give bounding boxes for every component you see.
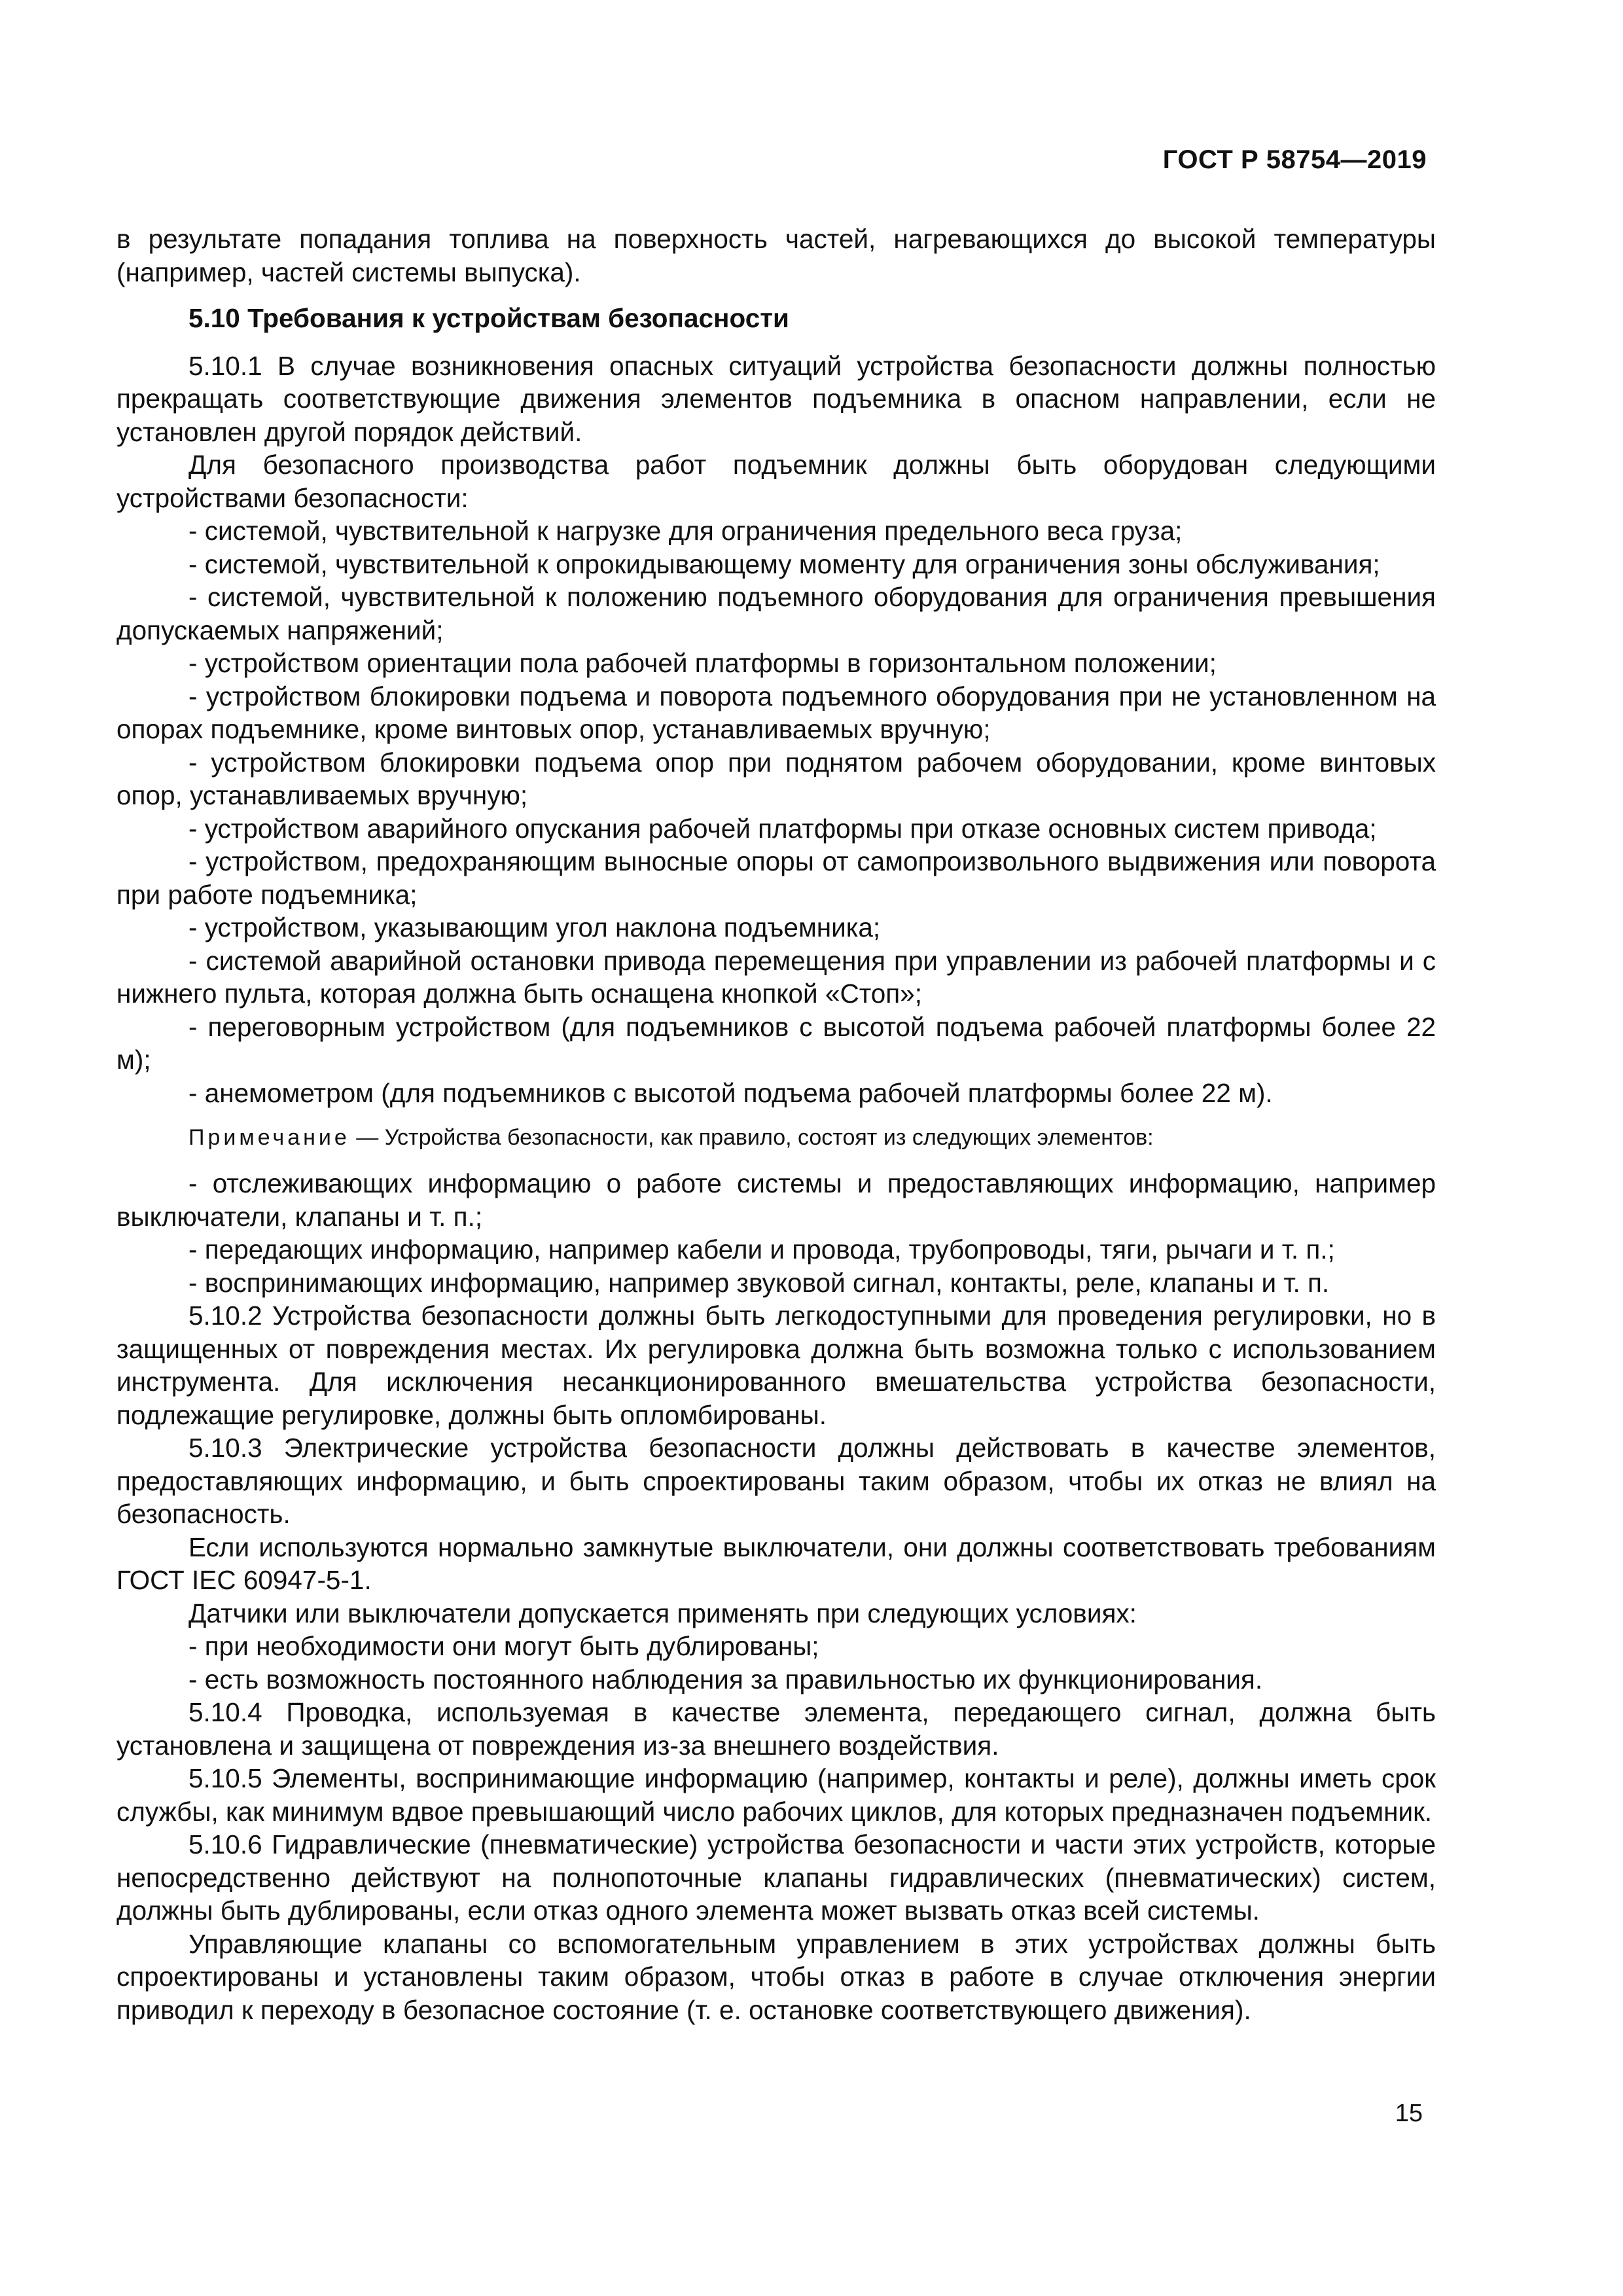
document-code: ГОСТ Р 58754—2019 [1162,145,1427,174]
list-item: - устройством, указывающим угол наклона подъемника; [188,912,881,942]
clause-5-10-1: 5.10.1 В случае возникновения опасных ситуаций устройства безопасности должны полностью прекращать соответствующие движения элементов подъемника в опасном направлении, если не установлен другой порядок действий. [116,350,1436,447]
page-body [116,223,1436,2026]
note-text: — Устройства безопасности, как правило, состоят из следующих элементов: [356,1125,1154,1150]
list-item: - системой аварийной остановки привода перемещения при управлении из рабочей платформы и с нижнего пульта, которая должна быть оснащена кнопкой «Стоп»; [116,945,1436,1009]
note-label: Примечание [188,1125,350,1150]
list-item: - устройством блокировки подъема опор при поднятом рабочем оборудовании, кроме винтовых опор, устанавливаемых вручную; [116,747,1436,810]
list-item: - есть возможность постоянного наблюдения за правильностью их функционирования. [188,1664,1263,1695]
list-item: - устройством аварийного опускания рабочей платформы при отказе основных систем привода; [188,813,1377,844]
sensors-intro-paragraph: Датчики или выключатели допускается применять при следующих условиях: [188,1598,1137,1628]
intro-paragraph: в результате попадания топлива на поверхность частей, нагревающихся до высокой температуры (например, частей системы выпуска). [116,224,1436,287]
section-heading: 5.10 Требования к устройствам безопасности [188,303,789,333]
valves-paragraph: Управляющие клапаны со вспомогательным управлением в этих устройствах должны быть спроектированы и установлены таким образом, чтобы отказ в работе в случае отключения энергии приводил к переходу в безопасное состояние (т. е. остановке соответствующего движения). [116,1928,1436,2025]
clause-5-10-6: 5.10.6 Гидравлические (пневматические) устройства безопасности и части этих устройств, которые непосредственно действуют на полнопоточные клапаны гидравлических (пневматических) систем, должны быть дублированы, если отказ одного элемента может вызвать отказ всей системы. [116,1829,1436,1926]
list-item: - системой, чувствительной к положению подъемного оборудования для ограничения превышения допускаемых напряжений; [116,582,1436,645]
clause-5-10-3: 5.10.3 Электрические устройства безопасности должны действовать в качестве элементов, предоставляющих информацию, и быть спроектированы таким образом, чтобы их отказ не влиял на безопасность. [116,1433,1436,1529]
list-item: - воспринимающих информацию, например звуковой сигнал, контакты, реле, клапаны и т. п. [188,1267,1330,1298]
clause-5-10-5: 5.10.5 Элементы, воспринимающие информацию (например, контакты и реле), должны иметь срок службы, как минимум вдвое превышающий число рабочих циклов, для которых предназначен подъемник. [116,1763,1436,1827]
list-item: - отслеживающих информацию о работе системы и предоставляющих информацию, например выключатели, клапаны и т. п.; [116,1168,1436,1232]
clause-5-10-2: 5.10.2 Устройства безопасности должны быть легкодоступными для проведения регулировки, но в защищенных от повреждения местах. Их регулировка должна быть возможна только с использованием инструмента. Для исключения несанкционированного вмешательства устройства безопасности, подлежащие регулировке, должны быть опломбированы. [116,1300,1436,1430]
switches-paragraph: Если используются нормально замкнутые выключатели, они должны соответствовать требованиям ГОСТ IEC 60947-5-1. [116,1532,1436,1595]
devices-intro-paragraph: Для безопасного производства работ подъемник должны быть оборудован следующими устройствами безопасности: [116,450,1436,513]
page-number: 15 [1395,2100,1423,2127]
list-item: - переговорным устройством (для подъемников с высотой подъема рабочей платформы более 22 м); [116,1011,1436,1075]
list-item: - устройством, предохраняющим выносные опоры от самопроизвольного выдвижения или поворота при работе подъемника; [116,846,1436,910]
list-item: - устройством ориентации пола рабочей платформы в горизонтальном положении; [188,648,1217,678]
list-item: - при необходимости они могут быть дублированы; [188,1631,819,1661]
note-paragraph [116,1124,1436,1151]
list-item: - передающих информацию, например кабели и провода, трубопроводы, тяги, рычаги и т. п.; [188,1234,1335,1265]
list-item: - системой, чувствительной к опрокидывающему моменту для ограничения зоны обслуживания; [188,548,1380,579]
list-item: - системой, чувствительной к нагрузке для ограничения предельного веса груза; [188,516,1183,546]
list-item: - анемометром (для подъемников с высотой подъема рабочей платформы более 22 м). [188,1077,1273,1108]
list-item: - устройством блокировки подъема и поворота подъемного оборудования при не установленном на опорах подъемнике, кроме винтовых опор, устанавливаемых вручную; [116,681,1436,744]
clause-5-10-4: 5.10.4 Проводка, используемая в качестве элемента, передающего сигнал, должна быть установлена и защищена от повреждения из-за внешнего воздействия. [116,1697,1436,1761]
